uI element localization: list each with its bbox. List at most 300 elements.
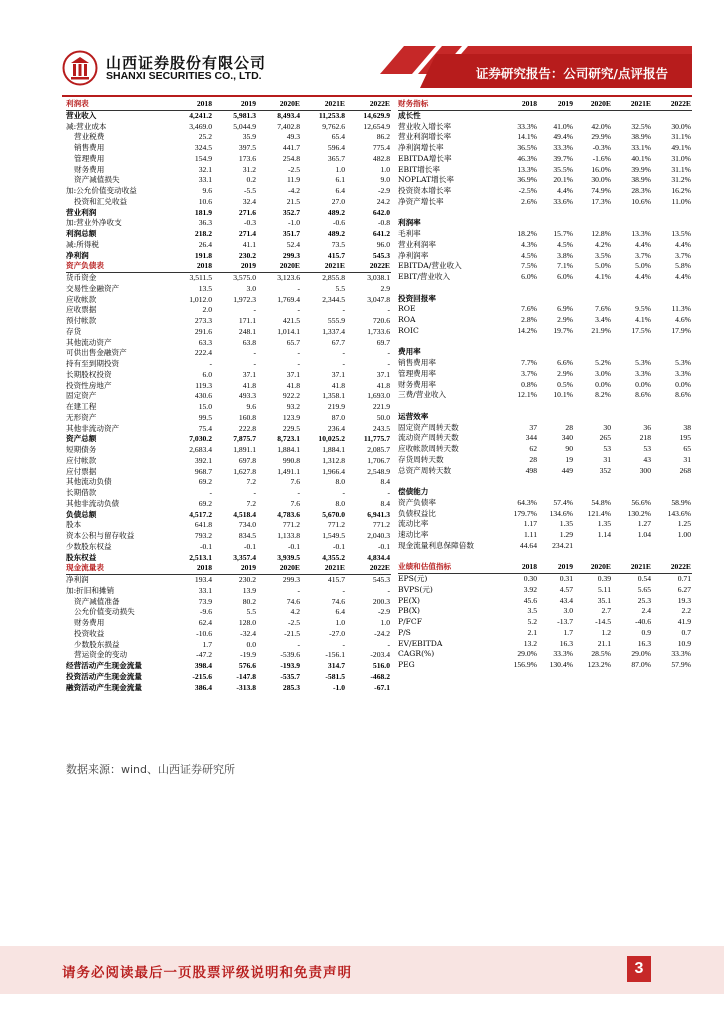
cell-value bbox=[538, 476, 574, 487]
cell-value: 17.5% bbox=[631, 325, 651, 335]
cell-value: 31.2% bbox=[671, 175, 691, 185]
row-label: 投资回报率 bbox=[398, 293, 436, 303]
cell-value: 1,966.4 bbox=[322, 466, 345, 476]
cell-value: 16.2% bbox=[671, 186, 691, 195]
cell-value: 33.3% bbox=[671, 649, 691, 659]
cell-value: -156.1 bbox=[325, 650, 345, 660]
cell-value: 20.1% bbox=[553, 175, 573, 185]
cell-value: 41.9 bbox=[677, 617, 691, 626]
cell-value: 8,493.4 bbox=[277, 110, 300, 120]
cell-value bbox=[612, 294, 652, 305]
cell-value: 771.2 bbox=[327, 520, 345, 530]
row-label: 减:营业成本 bbox=[66, 121, 107, 131]
table-row bbox=[398, 197, 692, 208]
cell-value: 3.5 bbox=[527, 606, 537, 616]
cell-value: 179.7% bbox=[513, 508, 537, 518]
table-row bbox=[398, 154, 692, 165]
cell-value: 5,044.9 bbox=[233, 121, 256, 131]
row-label: 营业利润 bbox=[66, 207, 97, 217]
section-heading-row bbox=[398, 218, 692, 229]
cell-value: - bbox=[342, 359, 345, 368]
cell-value: 1,014.1 bbox=[277, 326, 300, 336]
cell-value: 2,085.7 bbox=[367, 445, 390, 454]
cell-value: 1,693.0 bbox=[367, 391, 390, 401]
row-label bbox=[398, 552, 502, 563]
cell-value: 14.1% bbox=[517, 132, 537, 142]
table-row bbox=[66, 477, 391, 488]
table-row bbox=[66, 327, 391, 338]
cell-value: 4.1% bbox=[595, 272, 611, 281]
table-row bbox=[398, 143, 692, 154]
cell-value: -535.7 bbox=[280, 671, 300, 681]
cell-value: - bbox=[253, 348, 256, 358]
cell-value: 6.27 bbox=[677, 584, 691, 594]
cell-value: 545.3 bbox=[372, 575, 390, 584]
cell-value bbox=[574, 347, 612, 358]
table-row bbox=[66, 381, 391, 392]
cell-value: 63.8 bbox=[242, 337, 256, 347]
cell-value bbox=[652, 552, 692, 563]
cell-value: 230.2 bbox=[238, 575, 256, 584]
table-row bbox=[398, 617, 692, 628]
cell-value: 7.6 bbox=[290, 498, 300, 508]
cell-value bbox=[502, 401, 538, 412]
cell-value: 12.8% bbox=[591, 229, 611, 238]
cell-value: 0.0% bbox=[595, 379, 611, 389]
table-row bbox=[66, 143, 391, 154]
cell-value: 36.5% bbox=[517, 143, 537, 152]
row-label: 持有至到期投资 bbox=[66, 359, 120, 368]
row-label: 销售费用率 bbox=[398, 358, 436, 367]
table-row bbox=[398, 574, 692, 585]
cell-value: 265 bbox=[599, 433, 611, 443]
cell-value: 33.3% bbox=[517, 121, 537, 131]
cell-value: 1,627.8 bbox=[233, 466, 256, 476]
cell-value: 15.0 bbox=[198, 402, 212, 411]
row-label: 净资产增长率 bbox=[398, 196, 444, 206]
cell-value: 351.7 bbox=[282, 229, 300, 238]
cell-value: 36.3 bbox=[198, 218, 212, 228]
row-label: 其他流动负债 bbox=[66, 477, 112, 487]
cell-value bbox=[574, 110, 612, 121]
cell-value: 13.3% bbox=[517, 164, 537, 174]
cell-value: 3.92 bbox=[523, 584, 537, 594]
cell-value: 38.9% bbox=[631, 132, 651, 142]
table-row bbox=[66, 251, 391, 262]
cell-value: -0.3 bbox=[243, 218, 256, 228]
row-label: 营业收入增长率 bbox=[398, 121, 452, 131]
cell-value: 35.9 bbox=[242, 132, 256, 142]
cell-value: 16.3 bbox=[559, 638, 573, 648]
cell-value: 30 bbox=[603, 422, 611, 432]
cell-value: 990.8 bbox=[282, 455, 300, 465]
cell-value: 720.6 bbox=[372, 316, 390, 325]
cell-value: 29.9% bbox=[591, 132, 611, 142]
cell-value: 3,511.5 bbox=[189, 273, 212, 282]
row-label: BVPS(元) bbox=[398, 584, 433, 594]
cell-value: 154.9 bbox=[194, 153, 212, 163]
table-row bbox=[66, 531, 391, 542]
cell-value: 2020E bbox=[574, 562, 612, 573]
cell-value: 3,575.0 bbox=[233, 273, 256, 282]
cell-value: 6.4 bbox=[335, 607, 345, 617]
row-label: 加:公允价值变动收益 bbox=[66, 186, 137, 195]
table-row bbox=[66, 640, 391, 651]
table-row bbox=[398, 175, 692, 186]
cell-value bbox=[574, 412, 612, 423]
cell-value: 69.2 bbox=[198, 477, 212, 487]
row-label bbox=[398, 208, 502, 219]
row-label: ROE bbox=[398, 304, 416, 314]
cell-value: 53 bbox=[643, 444, 651, 453]
cell-value: 0.7 bbox=[681, 627, 691, 637]
cell-value: 32.1 bbox=[198, 164, 212, 174]
row-label: 货币资金 bbox=[66, 273, 97, 282]
table-row bbox=[66, 607, 391, 618]
cell-value: 13.3% bbox=[631, 229, 651, 238]
table-row bbox=[66, 586, 391, 597]
cell-value: 1,012.0 bbox=[189, 294, 212, 304]
cell-value: 5.5 bbox=[335, 283, 345, 293]
cell-value: 10.9 bbox=[677, 638, 691, 648]
cell-value: 236.4 bbox=[327, 423, 345, 433]
cell-value: 26.4 bbox=[198, 239, 212, 249]
table-row bbox=[66, 661, 391, 672]
cell-value: 7,875.7 bbox=[233, 434, 256, 444]
cell-value: 3.7% bbox=[675, 250, 691, 260]
cell-value: 229.5 bbox=[282, 423, 300, 433]
cell-value: 11,253.8 bbox=[318, 110, 345, 120]
cell-value: 1,891.1 bbox=[233, 445, 256, 454]
cell-value: -4.2 bbox=[287, 186, 300, 195]
cell-value bbox=[502, 110, 538, 121]
row-label: 少数股东权益 bbox=[66, 541, 112, 551]
cell-value: 33.6% bbox=[553, 196, 573, 206]
table-row bbox=[66, 110, 391, 121]
cell-value bbox=[612, 347, 652, 358]
table-row bbox=[66, 650, 391, 661]
cell-value: 31.2 bbox=[242, 164, 256, 174]
cell-value: 10.1% bbox=[553, 390, 573, 400]
cell-value: 2.9 bbox=[380, 283, 390, 293]
cell-value: 221.9 bbox=[372, 402, 390, 411]
cell-value: 43 bbox=[643, 454, 651, 464]
table-row bbox=[66, 165, 391, 176]
table-row bbox=[398, 639, 692, 650]
cell-value: 641.2 bbox=[372, 229, 390, 238]
cell-value: 352.7 bbox=[282, 207, 300, 217]
cell-value: 62.4 bbox=[198, 618, 212, 627]
row-label: 净利润增长率 bbox=[398, 143, 444, 152]
table-row bbox=[398, 498, 692, 509]
cell-value: 49.1% bbox=[671, 143, 691, 152]
table-header-row bbox=[398, 99, 692, 110]
row-label: 在建工程 bbox=[66, 402, 97, 411]
row-label: 股东权益 bbox=[66, 552, 97, 562]
row-label: P/S bbox=[398, 627, 411, 637]
table-row bbox=[66, 175, 391, 186]
cell-value: 200.3 bbox=[372, 596, 390, 606]
cell-value bbox=[652, 401, 692, 412]
cell-value bbox=[574, 401, 612, 412]
cell-value: 4,834.4 bbox=[367, 552, 390, 562]
cell-value: 1,884.1 bbox=[322, 445, 345, 454]
cell-value: 734.0 bbox=[238, 520, 256, 530]
cell-value: 31 bbox=[683, 454, 691, 464]
table-row bbox=[398, 401, 692, 412]
cell-value: 3.0% bbox=[595, 368, 611, 378]
cell-value: 2.9% bbox=[557, 368, 573, 378]
row-label: 应付帐款 bbox=[66, 455, 97, 465]
cell-value: 271.6 bbox=[238, 207, 256, 217]
cell-value: 69.7 bbox=[376, 337, 390, 347]
cell-value: -1.0 bbox=[287, 218, 300, 228]
cell-value: 8.2% bbox=[595, 390, 611, 400]
row-label: 流动比率 bbox=[398, 519, 429, 529]
company-name-en: SHANXI SECURITIES CO., LTD. bbox=[106, 70, 262, 82]
cell-value: 2018 bbox=[169, 563, 213, 574]
cell-value: -215.6 bbox=[192, 671, 212, 681]
cell-value: -14.5 bbox=[595, 617, 611, 626]
cell-value: 21.5 bbox=[286, 196, 300, 206]
cell-value: -193.9 bbox=[280, 661, 300, 670]
cell-value: 8.4 bbox=[380, 477, 390, 487]
cell-value: 1,884.1 bbox=[277, 445, 300, 454]
row-label: 费用率 bbox=[398, 347, 421, 357]
cell-value bbox=[652, 487, 692, 498]
cell-value: 555.9 bbox=[327, 316, 345, 325]
cell-value: -27.0 bbox=[329, 628, 345, 638]
cell-value: 1.0 bbox=[335, 618, 345, 627]
cell-value: 365.7 bbox=[327, 153, 345, 163]
row-label: 股本 bbox=[66, 520, 82, 530]
cell-value: 1.35 bbox=[559, 519, 573, 529]
cell-value: 1,133.8 bbox=[277, 531, 300, 540]
cell-value: -24.2 bbox=[374, 628, 390, 638]
cell-value: 6.1 bbox=[335, 175, 345, 185]
table-row bbox=[398, 530, 692, 541]
row-label: 财务指标 bbox=[398, 99, 502, 110]
cell-value: 2,344.5 bbox=[322, 294, 345, 304]
cell-value: 1.7 bbox=[563, 627, 573, 637]
cell-value: 3.7% bbox=[521, 368, 537, 378]
table-row bbox=[66, 240, 391, 251]
cell-value: 4.4% bbox=[635, 272, 651, 281]
cell-value bbox=[652, 283, 692, 294]
cell-value: 6.0% bbox=[521, 272, 537, 281]
row-label: 负债权益比 bbox=[398, 508, 436, 518]
cell-value: 2020E bbox=[257, 261, 301, 272]
cell-value: 21.9% bbox=[591, 325, 611, 335]
cell-value: 10.6 bbox=[198, 196, 212, 206]
cell-value: 74.6 bbox=[331, 596, 345, 606]
cell-value: 160.8 bbox=[238, 412, 256, 422]
cell-value: 0.30 bbox=[523, 574, 537, 583]
cell-value: - bbox=[297, 359, 300, 368]
table-row bbox=[398, 519, 692, 530]
cell-value: - bbox=[342, 639, 345, 649]
cell-value: 38 bbox=[683, 422, 691, 432]
row-label: 净利润 bbox=[66, 575, 89, 584]
cell-value: 13.5 bbox=[198, 283, 212, 293]
cell-value bbox=[574, 283, 612, 294]
table-row bbox=[398, 165, 692, 176]
cell-value: 7,030.2 bbox=[189, 434, 212, 444]
table-row bbox=[398, 358, 692, 369]
page-header bbox=[0, 0, 724, 92]
cell-value: 7.2 bbox=[246, 498, 256, 508]
cell-value: 2022E bbox=[652, 99, 692, 110]
cell-value: 11,775.7 bbox=[363, 434, 390, 444]
cell-value: 6.6% bbox=[557, 358, 573, 367]
cell-value: 392.1 bbox=[194, 455, 212, 465]
cell-value: 7.6% bbox=[521, 304, 537, 314]
table-row bbox=[66, 359, 391, 370]
cell-value: 33.3% bbox=[553, 649, 573, 659]
cell-value: 33.3% bbox=[553, 143, 573, 152]
cell-value: 430.6 bbox=[194, 391, 212, 401]
row-label: 现金流量表 bbox=[66, 563, 169, 574]
cell-value: 1,972.3 bbox=[233, 294, 256, 304]
cell-value bbox=[612, 541, 652, 552]
cell-value: 11.0% bbox=[671, 196, 691, 206]
cell-value bbox=[574, 337, 612, 348]
cell-value: 596.4 bbox=[327, 143, 345, 152]
cell-value: 2021E bbox=[301, 563, 346, 574]
cell-value: 123.2% bbox=[587, 660, 611, 669]
row-label: 预付帐款 bbox=[66, 316, 97, 325]
cell-value: 2018 bbox=[502, 99, 538, 110]
cell-value: 31.1% bbox=[671, 164, 691, 174]
row-label: EBITDA/营业收入 bbox=[398, 261, 462, 271]
cell-value bbox=[612, 218, 652, 229]
cell-value: 6,941.3 bbox=[367, 509, 390, 519]
cell-value: 1.11 bbox=[523, 530, 537, 539]
row-label: 其他非流动资产 bbox=[66, 423, 120, 433]
cell-value: 29.0% bbox=[631, 649, 651, 659]
cell-value: 11.9 bbox=[286, 175, 300, 185]
cell-value: 0.9 bbox=[641, 627, 651, 637]
cell-value: 5.2 bbox=[527, 617, 537, 626]
cell-value: 234.21 bbox=[552, 540, 573, 550]
cell-value bbox=[652, 218, 692, 229]
cell-value: - bbox=[297, 348, 300, 358]
cell-value: 4.5% bbox=[557, 239, 573, 249]
cell-value: -539.6 bbox=[280, 650, 300, 660]
cell-value: -0.1 bbox=[287, 541, 300, 551]
cell-value bbox=[574, 487, 612, 498]
cell-value: 37.1 bbox=[286, 369, 300, 379]
cell-value: 35.5% bbox=[553, 164, 573, 174]
cell-value: 398.4 bbox=[194, 661, 212, 670]
table-row bbox=[398, 272, 692, 283]
cell-value: 40.1% bbox=[631, 153, 651, 163]
cell-value bbox=[574, 541, 612, 552]
cell-value: 171.1 bbox=[238, 316, 256, 325]
cell-value: 4.57 bbox=[559, 584, 573, 594]
table-row bbox=[398, 369, 692, 380]
row-label: PE(X) bbox=[398, 595, 420, 605]
cell-value: 43.4 bbox=[559, 595, 573, 605]
table-row bbox=[66, 348, 391, 359]
row-label: 净利润 bbox=[66, 250, 89, 260]
section-heading-row bbox=[398, 110, 692, 121]
cell-value: 498 bbox=[525, 465, 537, 475]
cell-value: 27.0 bbox=[331, 196, 345, 206]
table-row bbox=[66, 618, 391, 629]
table-row bbox=[398, 509, 692, 520]
row-label: PB(X) bbox=[398, 606, 421, 616]
cell-value bbox=[652, 337, 692, 348]
cell-value: 65.4 bbox=[331, 132, 345, 142]
cell-value: 13.2 bbox=[523, 638, 537, 648]
cell-value: 4.1% bbox=[635, 315, 651, 324]
cell-value bbox=[652, 208, 692, 219]
row-label bbox=[398, 337, 502, 348]
cell-value: 314.7 bbox=[327, 661, 345, 670]
row-label: 无形资产 bbox=[66, 412, 97, 422]
cell-value: 2020E bbox=[574, 99, 612, 110]
cell-value: 45.6 bbox=[523, 595, 537, 605]
table-row bbox=[66, 370, 391, 381]
row-label: PEG bbox=[398, 660, 415, 669]
table-header-row bbox=[66, 99, 391, 110]
row-label: EBIT增长率 bbox=[398, 164, 440, 174]
row-label: 利润率 bbox=[398, 218, 421, 228]
cell-value: - bbox=[297, 585, 300, 595]
table-row bbox=[398, 315, 692, 326]
cell-value: 9.5% bbox=[635, 304, 651, 314]
cell-value: 5.0% bbox=[595, 261, 611, 271]
cell-value: 3,123.6 bbox=[277, 273, 300, 282]
cell-value: -5.5 bbox=[243, 186, 256, 195]
table-row bbox=[66, 305, 391, 316]
row-label: NOPLAT增长率 bbox=[398, 175, 454, 185]
cell-value: 49.4% bbox=[553, 132, 573, 142]
table-row bbox=[66, 499, 391, 510]
row-label bbox=[398, 401, 502, 412]
cell-value bbox=[612, 487, 652, 498]
cell-value: 15.7% bbox=[553, 229, 573, 238]
cell-value: 1.27 bbox=[637, 519, 651, 529]
cell-value: 3,047.8 bbox=[367, 294, 390, 304]
cell-value bbox=[538, 283, 574, 294]
cell-value: - bbox=[209, 359, 212, 368]
cell-value: 1.7 bbox=[202, 639, 212, 649]
cell-value bbox=[538, 218, 574, 229]
row-label: 公允价值变动损失 bbox=[74, 607, 135, 617]
table-row bbox=[398, 596, 692, 607]
cell-value bbox=[574, 208, 612, 219]
cell-value: 63.3 bbox=[198, 337, 212, 347]
cell-value: 74.6 bbox=[286, 596, 300, 606]
cell-value: 3.8% bbox=[557, 250, 573, 260]
cell-value: 9.6 bbox=[202, 186, 212, 195]
cell-value: 5,981.3 bbox=[233, 110, 256, 120]
row-label: 净利润率 bbox=[398, 250, 429, 260]
cell-value: 2019 bbox=[213, 563, 257, 574]
row-label: 财务费用 bbox=[74, 618, 105, 627]
cell-value bbox=[652, 110, 692, 121]
cell-value: 3.0 bbox=[563, 606, 573, 616]
cell-value: - bbox=[387, 488, 390, 497]
cell-value: 771.2 bbox=[372, 520, 390, 530]
cell-value: 2021E bbox=[301, 261, 346, 272]
row-label: 存货周转天数 bbox=[398, 454, 444, 464]
cell-value: 642.0 bbox=[372, 207, 390, 217]
cell-value: 1,549.5 bbox=[322, 531, 345, 540]
cell-value: 17.3% bbox=[591, 196, 611, 206]
